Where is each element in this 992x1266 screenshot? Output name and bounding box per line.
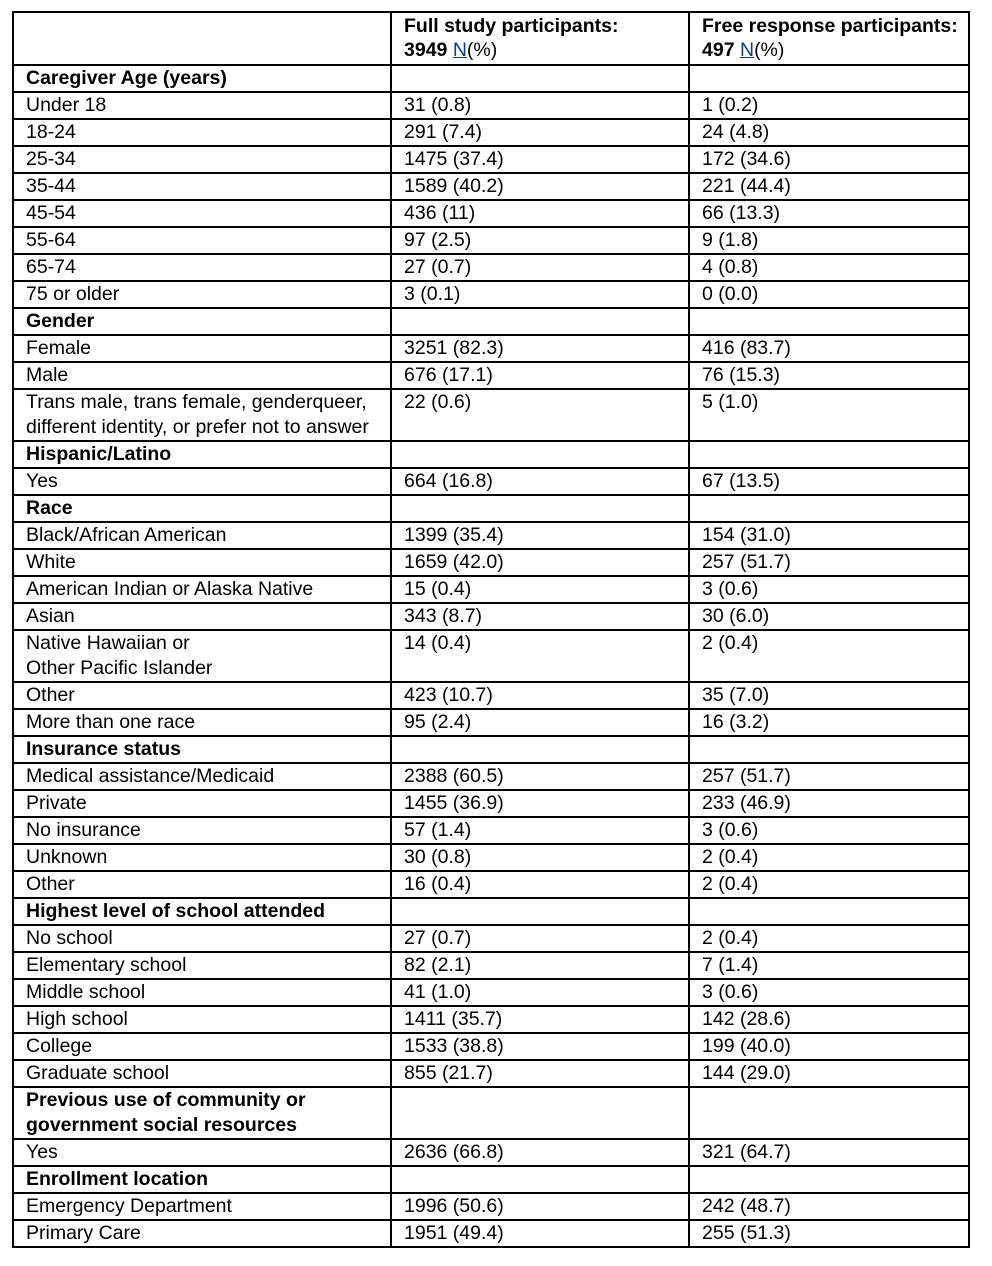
free-response-value bbox=[689, 65, 969, 92]
header-free-response-n: 497 bbox=[702, 39, 735, 61]
section-label: Previous use of community or government social resources bbox=[13, 1087, 391, 1139]
free-response-value: 24 (4.8) bbox=[689, 119, 969, 146]
full-study-value: 1399 (35.4) bbox=[391, 522, 689, 549]
full-study-value: 3251 (82.3) bbox=[391, 335, 689, 362]
full-study-value: 1659 (42.0) bbox=[391, 549, 689, 576]
table-row bbox=[13, 952, 969, 979]
row-label: 55-64 bbox=[13, 227, 391, 254]
section-header-row bbox=[13, 1087, 969, 1139]
full-study-value: 343 (8.7) bbox=[391, 603, 689, 630]
full-study-value: 27 (0.7) bbox=[391, 254, 689, 281]
free-response-value: 4 (0.8) bbox=[689, 254, 969, 281]
free-response-value bbox=[689, 1087, 969, 1139]
section-label: Hispanic/Latino bbox=[13, 441, 391, 468]
header-full-study-n: 3949 bbox=[404, 39, 448, 61]
row-label: 18-24 bbox=[13, 119, 391, 146]
row-label: 75 or older bbox=[13, 281, 391, 308]
section-header-row bbox=[13, 65, 969, 92]
full-study-value: 664 (16.8) bbox=[391, 468, 689, 495]
free-response-value bbox=[689, 495, 969, 522]
row-label: Other bbox=[13, 682, 391, 709]
section-header-row bbox=[13, 898, 969, 925]
row-label: Primary Care bbox=[13, 1220, 391, 1247]
free-response-value: 416 (83.7) bbox=[689, 335, 969, 362]
free-response-value: 9 (1.8) bbox=[689, 227, 969, 254]
row-label: Black/African American bbox=[13, 522, 391, 549]
free-response-value: 0 (0.0) bbox=[689, 281, 969, 308]
table-row bbox=[13, 1006, 969, 1033]
table-row bbox=[13, 790, 969, 817]
full-study-value: 2388 (60.5) bbox=[391, 763, 689, 790]
free-response-value: 30 (6.0) bbox=[689, 603, 969, 630]
row-label: Yes bbox=[13, 468, 391, 495]
table-row bbox=[13, 468, 969, 495]
table-header-row bbox=[13, 12, 969, 65]
section-label: Insurance status bbox=[13, 736, 391, 763]
section-label: Enrollment location bbox=[13, 1166, 391, 1193]
section-label: Gender bbox=[13, 308, 391, 335]
free-response-value: 144 (29.0) bbox=[689, 1060, 969, 1087]
section-header-row bbox=[13, 495, 969, 522]
section-label: Race bbox=[13, 495, 391, 522]
free-response-value: 76 (15.3) bbox=[689, 362, 969, 389]
row-label: Emergency Department bbox=[13, 1193, 391, 1220]
section-label: Caregiver Age (years) bbox=[13, 65, 391, 92]
free-response-value bbox=[689, 736, 969, 763]
full-study-value: 436 (11) bbox=[391, 200, 689, 227]
row-label: Yes bbox=[13, 1139, 391, 1166]
table-row bbox=[13, 362, 969, 389]
header-full-study-n-abbr: N bbox=[452, 39, 467, 61]
free-response-value: 67 (13.5) bbox=[689, 468, 969, 495]
free-response-value: 1 (0.2) bbox=[689, 92, 969, 119]
free-response-value: 199 (40.0) bbox=[689, 1033, 969, 1060]
free-response-value: 142 (28.6) bbox=[689, 1006, 969, 1033]
table-row bbox=[13, 254, 969, 281]
header-full-study bbox=[391, 12, 689, 65]
table-row bbox=[13, 1193, 969, 1220]
free-response-value: 35 (7.0) bbox=[689, 682, 969, 709]
full-study-value: 14 (0.4) bbox=[391, 630, 689, 682]
free-response-value: 2 (0.4) bbox=[689, 630, 969, 682]
header-full-study-title: Full study participants: bbox=[404, 15, 619, 37]
full-study-value: 95 (2.4) bbox=[391, 709, 689, 736]
row-label: More than one race bbox=[13, 709, 391, 736]
header-free-response bbox=[689, 12, 969, 65]
free-response-value: 221 (44.4) bbox=[689, 173, 969, 200]
header-free-response-title: Free response participants: bbox=[702, 15, 958, 37]
header-label-column bbox=[13, 12, 391, 65]
table-row bbox=[13, 763, 969, 790]
table-row bbox=[13, 92, 969, 119]
table-row bbox=[13, 281, 969, 308]
header-full-study-pct: (%) bbox=[466, 39, 498, 61]
full-study-value bbox=[391, 736, 689, 763]
section-header-row bbox=[13, 308, 969, 335]
full-study-value: 1533 (38.8) bbox=[391, 1033, 689, 1060]
full-study-value bbox=[391, 1166, 689, 1193]
row-label: 25-34 bbox=[13, 146, 391, 173]
table-row bbox=[13, 227, 969, 254]
free-response-value bbox=[689, 441, 969, 468]
free-response-value: 66 (13.3) bbox=[689, 200, 969, 227]
free-response-value: 257 (51.7) bbox=[689, 549, 969, 576]
table-row bbox=[13, 173, 969, 200]
full-study-value: 2636 (66.8) bbox=[391, 1139, 689, 1166]
free-response-value: 3 (0.6) bbox=[689, 979, 969, 1006]
demographics-table bbox=[12, 11, 970, 1248]
free-response-value bbox=[689, 898, 969, 925]
free-response-value: 5 (1.0) bbox=[689, 389, 969, 441]
table-row bbox=[13, 335, 969, 362]
row-label: Trans male, trans female, genderqueer, different identity, or prefer not to answer bbox=[13, 389, 391, 441]
free-response-value: 154 (31.0) bbox=[689, 522, 969, 549]
free-response-value bbox=[689, 308, 969, 335]
row-label: Native Hawaiian or Other Pacific Islander bbox=[13, 630, 391, 682]
row-label: American Indian or Alaska Native bbox=[13, 576, 391, 603]
row-label: White bbox=[13, 549, 391, 576]
row-label: Medical assistance/Medicaid bbox=[13, 763, 391, 790]
table-row bbox=[13, 979, 969, 1006]
full-study-value: 1951 (49.4) bbox=[391, 1220, 689, 1247]
full-study-value: 57 (1.4) bbox=[391, 817, 689, 844]
free-response-value: 321 (64.7) bbox=[689, 1139, 969, 1166]
free-response-value: 2 (0.4) bbox=[689, 844, 969, 871]
row-label: Under 18 bbox=[13, 92, 391, 119]
full-study-value: 41 (1.0) bbox=[391, 979, 689, 1006]
section-label: Highest level of school attended bbox=[13, 898, 391, 925]
table-row bbox=[13, 576, 969, 603]
full-study-value bbox=[391, 1087, 689, 1139]
table-row bbox=[13, 682, 969, 709]
full-study-value: 97 (2.5) bbox=[391, 227, 689, 254]
full-study-value: 15 (0.4) bbox=[391, 576, 689, 603]
table-row bbox=[13, 119, 969, 146]
free-response-value: 172 (34.6) bbox=[689, 146, 969, 173]
full-study-value bbox=[391, 65, 689, 92]
full-study-value: 423 (10.7) bbox=[391, 682, 689, 709]
row-label: No school bbox=[13, 925, 391, 952]
row-label: Middle school bbox=[13, 979, 391, 1006]
table-row bbox=[13, 603, 969, 630]
free-response-value: 255 (51.3) bbox=[689, 1220, 969, 1247]
row-label: Male bbox=[13, 362, 391, 389]
row-label: 35-44 bbox=[13, 173, 391, 200]
table-row bbox=[13, 200, 969, 227]
row-label: Elementary school bbox=[13, 952, 391, 979]
full-study-value bbox=[391, 441, 689, 468]
full-study-value: 1455 (36.9) bbox=[391, 790, 689, 817]
free-response-value: 2 (0.4) bbox=[689, 925, 969, 952]
free-response-value: 2 (0.4) bbox=[689, 871, 969, 898]
free-response-value: 16 (3.2) bbox=[689, 709, 969, 736]
section-header-row bbox=[13, 441, 969, 468]
table-row bbox=[13, 817, 969, 844]
row-label: 45-54 bbox=[13, 200, 391, 227]
section-header-row bbox=[13, 736, 969, 763]
row-label: Graduate school bbox=[13, 1060, 391, 1087]
full-study-value: 1411 (35.7) bbox=[391, 1006, 689, 1033]
full-study-value: 1589 (40.2) bbox=[391, 173, 689, 200]
header-free-response-pct: (%) bbox=[754, 39, 785, 61]
full-study-value: 676 (17.1) bbox=[391, 362, 689, 389]
row-label: 65-74 bbox=[13, 254, 391, 281]
row-label: Asian bbox=[13, 603, 391, 630]
table-row bbox=[13, 844, 969, 871]
full-study-value: 1996 (50.6) bbox=[391, 1193, 689, 1220]
row-label: College bbox=[13, 1033, 391, 1060]
row-label: Unknown bbox=[13, 844, 391, 871]
free-response-value: 257 (51.7) bbox=[689, 763, 969, 790]
table-row bbox=[13, 1033, 969, 1060]
row-label: High school bbox=[13, 1006, 391, 1033]
table-body bbox=[13, 65, 969, 1247]
free-response-value bbox=[689, 1166, 969, 1193]
table-row bbox=[13, 549, 969, 576]
row-label: Private bbox=[13, 790, 391, 817]
full-study-value: 855 (21.7) bbox=[391, 1060, 689, 1087]
section-header-row bbox=[13, 1166, 969, 1193]
row-label: No insurance bbox=[13, 817, 391, 844]
full-study-value: 16 (0.4) bbox=[391, 871, 689, 898]
full-study-value: 22 (0.6) bbox=[391, 389, 689, 441]
full-study-value: 3 (0.1) bbox=[391, 281, 689, 308]
table-row bbox=[13, 522, 969, 549]
full-study-value: 82 (2.1) bbox=[391, 952, 689, 979]
full-study-value bbox=[391, 495, 689, 522]
table-row bbox=[13, 1139, 969, 1166]
table-row bbox=[13, 146, 969, 173]
full-study-value: 1475 (37.4) bbox=[391, 146, 689, 173]
full-study-value: 27 (0.7) bbox=[391, 925, 689, 952]
table-row bbox=[13, 871, 969, 898]
full-study-value bbox=[391, 898, 689, 925]
table-row bbox=[13, 925, 969, 952]
full-study-value bbox=[391, 308, 689, 335]
full-study-value: 30 (0.8) bbox=[391, 844, 689, 871]
table-row bbox=[13, 389, 969, 441]
free-response-value: 3 (0.6) bbox=[689, 576, 969, 603]
header-free-response-n-abbr: N bbox=[739, 39, 755, 61]
table-row bbox=[13, 630, 969, 682]
full-study-value: 31 (0.8) bbox=[391, 92, 689, 119]
free-response-value: 233 (46.9) bbox=[689, 790, 969, 817]
free-response-value: 7 (1.4) bbox=[689, 952, 969, 979]
table-row bbox=[13, 1060, 969, 1087]
table-row bbox=[13, 1220, 969, 1247]
free-response-value: 242 (48.7) bbox=[689, 1193, 969, 1220]
row-label: Other bbox=[13, 871, 391, 898]
free-response-value: 3 (0.6) bbox=[689, 817, 969, 844]
table-row bbox=[13, 709, 969, 736]
full-study-value: 291 (7.4) bbox=[391, 119, 689, 146]
row-label: Female bbox=[13, 335, 391, 362]
